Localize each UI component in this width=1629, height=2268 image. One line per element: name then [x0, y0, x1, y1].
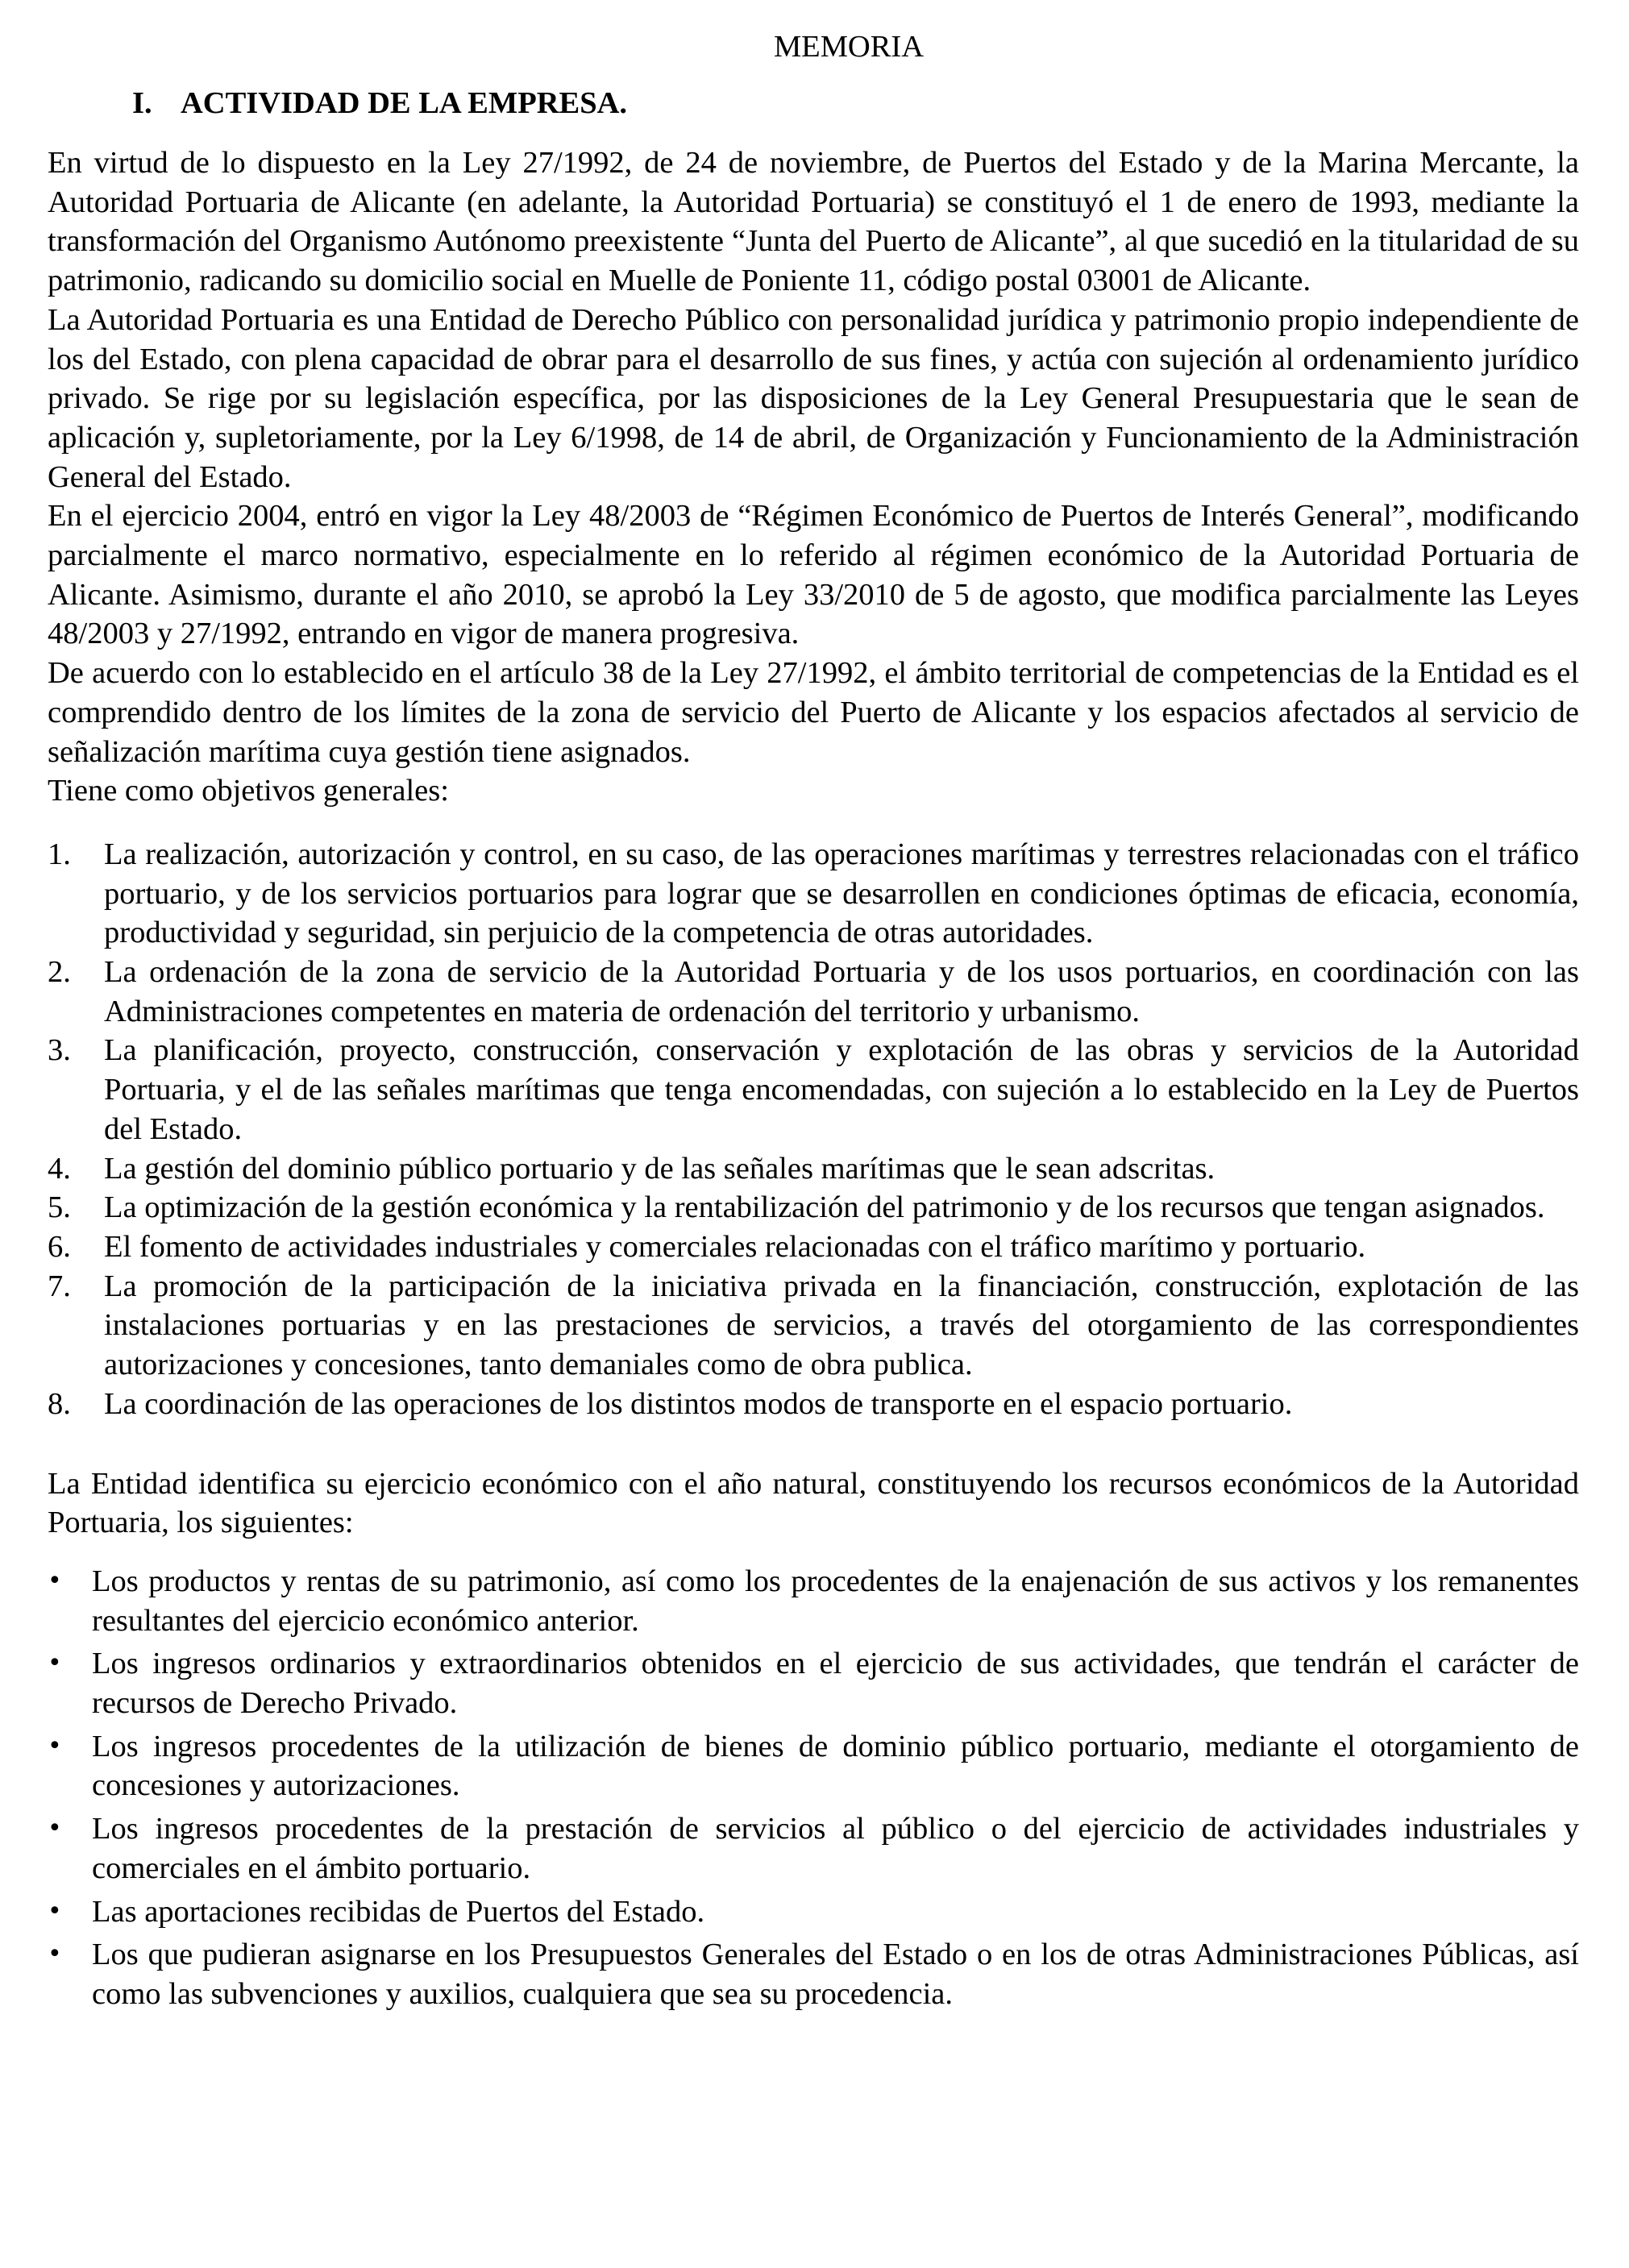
item-number: 6. — [48, 1229, 71, 1264]
list-item — [48, 1031, 1579, 1149]
list-item — [48, 953, 1579, 1031]
bullet-icon: • — [48, 1731, 62, 1760]
document-title: MEMORIA — [773, 30, 925, 64]
list-item — [48, 1892, 1579, 1932]
bullet-icon: • — [48, 1940, 62, 1969]
bullet-icon: • — [48, 1814, 62, 1843]
resources-list — [48, 1562, 1579, 2014]
item-text: Los que pudieran asignarse en los Presupuestos Generales del Estado o en los de otras Administraciones Públicas, así como las subvenciones y auxilios, cualquiera que sea su procedencia. — [92, 1938, 1579, 2011]
spacer — [48, 1424, 1579, 1464]
item-text: La ordenación de la zona de servicio de la Autoridad Portuaria y de los usos portuarios, en coordinación con las Administraciones competentes en materia de ordenación del territorio y urbanismo. — [104, 955, 1579, 1028]
item-text: Los productos y rentas de su patrimonio, así como los procedentes de la enajenación de sus activos y los remanentes resultantes del ejercicio económico anterior. — [92, 1564, 1579, 1638]
list-item — [48, 1385, 1579, 1424]
objectives-intro: Tiene como objetivos generales: — [48, 774, 449, 808]
list-item — [48, 1727, 1579, 1805]
section-title: ACTIVIDAD DE LA EMPRESA. — [181, 86, 628, 120]
item-number: 2. — [48, 955, 71, 990]
item-text: La optimización de la gestión económica y la rentabilización del patrimonio y de los recursos que tengan asignados. — [104, 1190, 1545, 1225]
item-number: 7. — [48, 1269, 71, 1303]
item-text: La realización, autorización y control, en su caso, de las operaciones marítimas y terrestres relacionadas con el tráfico portuario, y de los servicios portuarios para lograr que se desarrollen en condiciones óptimas de eficacia, economía, productividad y seguridad, sin perjuicio de la competencia de otras autoridades. — [104, 837, 1579, 950]
paragraph: En virtud de lo dispuesto en la Ley 27/1992, de 24 de noviembre, de Puertos del Estado y de la Marina Mercante, la Autoridad Portuaria de Alicante (en adelante, la Autoridad Portuaria) se constituyó el 1 de enero de 1993, mediante la transformación del Organismo Autónomo preexistente “Junta del Puerto de Alicante”, al que sucedió en la titularidad de su patrimonio, radicando su domicilio social en Muelle de Poniente 11, código postal 03001 de Alicante. — [48, 146, 1579, 298]
item-number: 3. — [48, 1033, 71, 1068]
item-text: La gestión del dominio público portuario y de las señales marítimas que le sean adscritas. — [104, 1151, 1216, 1186]
paragraph: En el ejercicio 2004, entró en vigor la Ley 48/2003 de “Régimen Económico de Puertos de Interés General”, modificando parcialmente el marco normativo, especialmente en lo referido al régimen económico de la Autoridad Portuaria de Alicante. Asimismo, durante el año 2010, se aprobó la Ley 33/2010 de 5 de agosto, que modifica parcialmente las Leyes 48/2003 y 27/1992, entrando en vigor de manera progresiva. — [48, 499, 1579, 651]
item-text: Los ingresos procedentes de la prestación de servicios al público o del ejercicio de actividades industriales y comerciales en el ámbito portuario. — [92, 1812, 1579, 1885]
section-number: I. — [132, 86, 152, 120]
list-item — [48, 1935, 1579, 2013]
item-number: 5. — [48, 1190, 71, 1225]
item-text: La planificación, proyecto, construcción, conservación y explotación de las obras y servicios de la Autoridad Portuaria, y el de las señales marítimas que tenga encomendadas, con sujeción a lo establecido en la Ley de Puertos del Estado. — [104, 1033, 1579, 1146]
list-item — [48, 1227, 1579, 1267]
list-item — [48, 1644, 1579, 1722]
item-text: La coordinación de las operaciones de los distintos modos de transporte en el espacio portuario. — [104, 1386, 1293, 1421]
item-text: La promoción de la participación de la iniciativa privada en la financiación, construcción, explotación de las instalaciones portuarias y en las prestaciones de servicios, a través del otorgamiento de las correspondientes autorizaciones y concesiones, tanto demaniales como de obra publica. — [104, 1269, 1579, 1382]
list-item — [48, 1149, 1579, 1189]
list-item — [48, 835, 1579, 953]
bullet-icon: • — [48, 1566, 62, 1595]
item-number: 4. — [48, 1151, 71, 1186]
paragraph: La Autoridad Portuaria es una Entidad de Derecho Público con personalidad jurídica y patrimonio propio independiente de los del Estado, con plena capacidad de obrar para el desarrollo de sus fines, y actúa con sujeción al ordenamiento jurídico privado. Se rige por su legislación específica, por las disposiciones de la Ley General Presupuestaria que le sean de aplicación y, supletoriamente, por la Ley 6/1998, de 14 de abril, de Organización y Funcionamiento de la Administración General del Estado. — [48, 302, 1579, 494]
item-number: 8. — [48, 1386, 71, 1421]
list-item — [48, 1809, 1579, 1888]
item-text: El fomento de actividades industriales y comerciales relacionadas con el tráfico marítimo y portuario. — [104, 1229, 1366, 1264]
bullet-icon: • — [48, 1649, 62, 1678]
paragraph: De acuerdo con lo establecido en el artículo 38 de la Ley 27/1992, el ámbito territorial de competencias de la Entidad es el comprendido dentro de los límites de la zona de servicio del Puerto de Alicante y los espacios afectados al servicio de señalización marítima cuya gestión tiene asignados. — [48, 656, 1579, 769]
item-text: Los ingresos procedentes de la utilización de bienes de dominio público portuario, mediante el otorgamiento de concesiones y autorizaciones. — [92, 1729, 1579, 1803]
list-item — [48, 1188, 1579, 1227]
document-page — [48, 23, 1579, 2018]
item-number: 1. — [48, 837, 71, 871]
bullet-icon: • — [48, 1896, 62, 1925]
objectives-list — [48, 835, 1579, 1424]
section-heading — [132, 79, 1579, 127]
list-item — [48, 1562, 1579, 1640]
item-text: Las aportaciones recibidas de Puertos del Estado. — [92, 1894, 705, 1929]
list-item — [48, 1267, 1579, 1385]
item-text: Los ingresos ordinarios y extraordinarios obtenidos en el ejercicio de sus actividades, que tendrán el carácter de recursos de Derecho Privado. — [92, 1647, 1579, 1721]
resources-intro: La Entidad identifica su ejercicio económico con el año natural, constituyendo los recursos económicos de la Autoridad Portuaria, los siguientes: — [48, 1466, 1579, 1540]
